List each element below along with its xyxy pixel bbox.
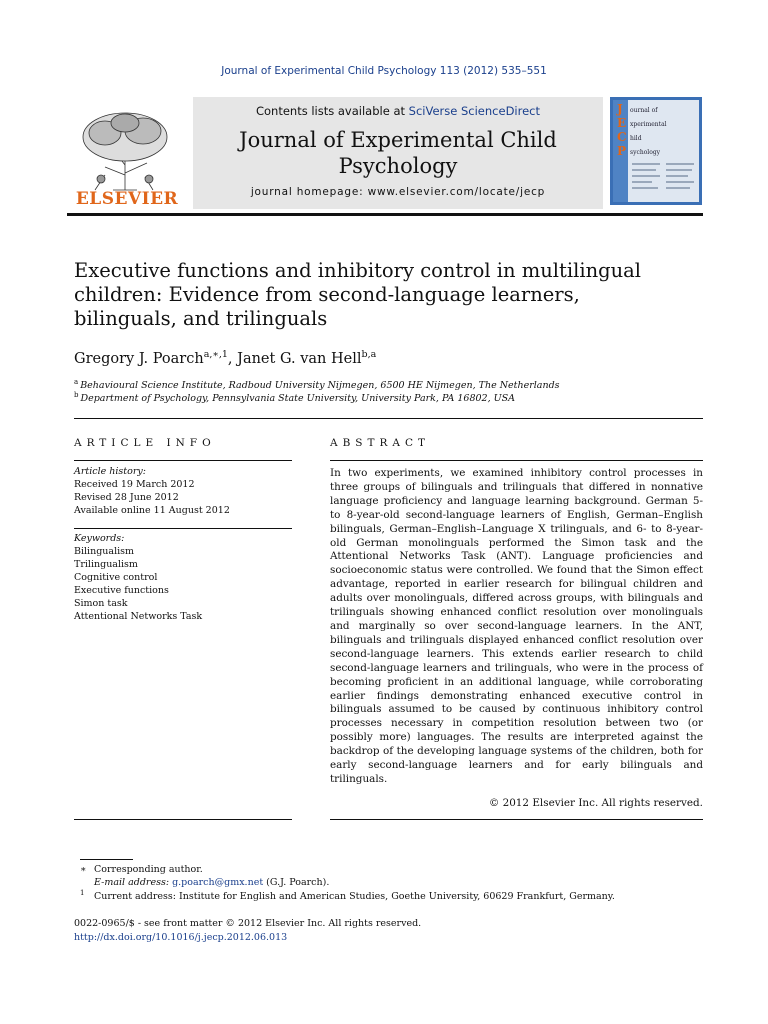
author-separator: , — [227, 351, 238, 367]
masthead-rule — [67, 213, 703, 216]
cover-word-3: hild — [630, 135, 642, 142]
divider — [74, 460, 292, 461]
affiliation-mark: a — [74, 378, 79, 386]
doi-link[interactable]: http://dx.doi.org/10.1016/j.jecp.2012.06.013 — [74, 932, 288, 943]
abstract-heading: ABSTRACT — [330, 437, 431, 449]
author-list — [74, 349, 376, 367]
keyword-item: Executive functions — [74, 585, 169, 596]
divider — [330, 460, 703, 461]
divider — [74, 418, 703, 419]
journal-homepage[interactable]: journal homepage: www.elsevier.com/locate/jecp — [250, 186, 546, 198]
issn-line: 0022-0965/$ - see front matter © 2012 Elsevier Inc. All rights reserved. — [74, 918, 422, 929]
abstract-body: In two experiments, we examined inhibitory control processes in three groups of bilinguals and trilinguals that differed in nonnative language proficiency and language learning background. German 5- to 8-year-old second-language learners of English, German–English bilinguals, German–English–Language X trilinguals, and 6- to 8-year-old German monolinguals performed the Simon task and the Attentional Networks Task (ANT). Language proficiencies and socioeconomic status were controlled. We found that the Simon effect advantage, reported in earlier research for bilingual children and adults over monolinguals, differed across groups, with bilinguals and trilinguals showing enhanced conflict resolution over monolinguals and marginally so over second-language learners. In the ANT, bilinguals and trilinguals displayed enhanced conflict resolution over second-language learners. This extends earlier research to child second-language learners and trilinguals, who were in the process of becoming proficient in an additional language, while corroborating earlier findings demonstrating enhanced executive control in bilinguals assumed to be caused by continuous inhibitory control processes necessary in competition resolution between two (or possibly more) languages. The results are interpreted against the backdrop of the developing language systems of the children, both for early second-language learners and for early bilinguals and trilinguals. — [330, 467, 703, 785]
affiliation-text: Behavioural Science Institute, Radboud University Nijmegen, 6500 HE Nijmegen, The Netherlands — [80, 380, 560, 391]
journal-title-line2: Psychology — [338, 154, 458, 178]
footnote-corresponding — [80, 864, 203, 875]
footnote-mark: ∗ — [80, 864, 87, 875]
cover-letter-e: E — [617, 116, 627, 130]
affiliation-mark: b — [74, 391, 79, 399]
footnote-mark: 1 — [80, 889, 85, 897]
publisher-name: ELSEVIER — [75, 189, 179, 209]
footnote-text: Corresponding author. — [94, 864, 203, 875]
journal-title-line1: Journal of Experimental Child — [239, 128, 557, 152]
masthead-banner — [193, 97, 603, 209]
keyword-item: Attentional Networks Task — [74, 611, 203, 622]
keyword-item: Simon task — [74, 598, 128, 609]
article-title-line2: children: Evidence from second-language learners, — [74, 283, 580, 306]
article-title-line3: bilinguals, and trilinguals — [74, 307, 328, 330]
history-received: Received 19 March 2012 — [74, 479, 195, 490]
keyword-item: Trilingualism — [74, 559, 138, 570]
email-label: E-mail address: — [94, 877, 173, 888]
affiliation-a — [74, 378, 560, 391]
keyword-item: Cognitive control — [74, 572, 158, 583]
history-online: Available online 11 August 2012 — [74, 505, 230, 516]
history-label: Article history: — [74, 466, 146, 477]
contents-prefix: Contents lists available at — [255, 104, 409, 118]
divider — [74, 528, 292, 529]
sciencedirect-link[interactable]: SciVerse ScienceDirect — [408, 104, 541, 118]
footnote-rule — [80, 859, 133, 860]
history-revised: Revised 28 June 2012 — [74, 492, 179, 503]
article-info-heading: ARTICLE INFO — [74, 437, 216, 449]
divider — [330, 819, 703, 820]
abstract-copyright: © 2012 Elsevier Inc. All rights reserved. — [488, 797, 703, 809]
footnote-text: Current address: Institute for English and American Studies, Goethe University, 60629 Frankfurt, Germany. — [94, 891, 615, 902]
affiliation-text: Department of Psychology, Pennsylvania State University, University Park, PA 16802, USA — [80, 393, 515, 404]
contents-line — [193, 104, 603, 118]
cover-word-1: ournal of — [630, 107, 658, 114]
email-link[interactable]: g.poarch@gmx.net — [172, 877, 264, 888]
email-suffix: (G.J. Poarch). — [263, 877, 330, 888]
journal-masthead — [67, 97, 703, 209]
author-1: Gregory J. Poarch — [74, 351, 204, 367]
cover-letter-c: C — [617, 130, 627, 144]
author-1-affil[interactable]: a,∗,1 — [203, 349, 228, 360]
journal-reference[interactable]: Journal of Experimental Child Psychology 113 (2012) 535–551 — [221, 65, 547, 77]
article-title — [74, 259, 704, 331]
divider — [74, 819, 292, 820]
article-title-line1: Executive functions and inhibitory control in multilingual — [74, 259, 642, 282]
affiliation-b — [74, 391, 515, 404]
keyword-item: Bilingualism — [74, 546, 135, 557]
cover-word-2: xperimental — [630, 121, 667, 128]
keywords-label: Keywords: — [74, 533, 125, 544]
author-2-affil[interactable]: b,a — [361, 349, 377, 360]
author-2: Janet G. van Hell — [237, 351, 362, 367]
footnote-current-address — [80, 889, 615, 902]
cover-letter-p: P — [617, 144, 627, 158]
journal-cover-image — [610, 97, 702, 205]
cover-letter-j: J — [617, 102, 623, 116]
journal-title — [193, 127, 603, 179]
footnote-email — [94, 877, 329, 888]
cover-word-4: sychology — [630, 149, 661, 156]
